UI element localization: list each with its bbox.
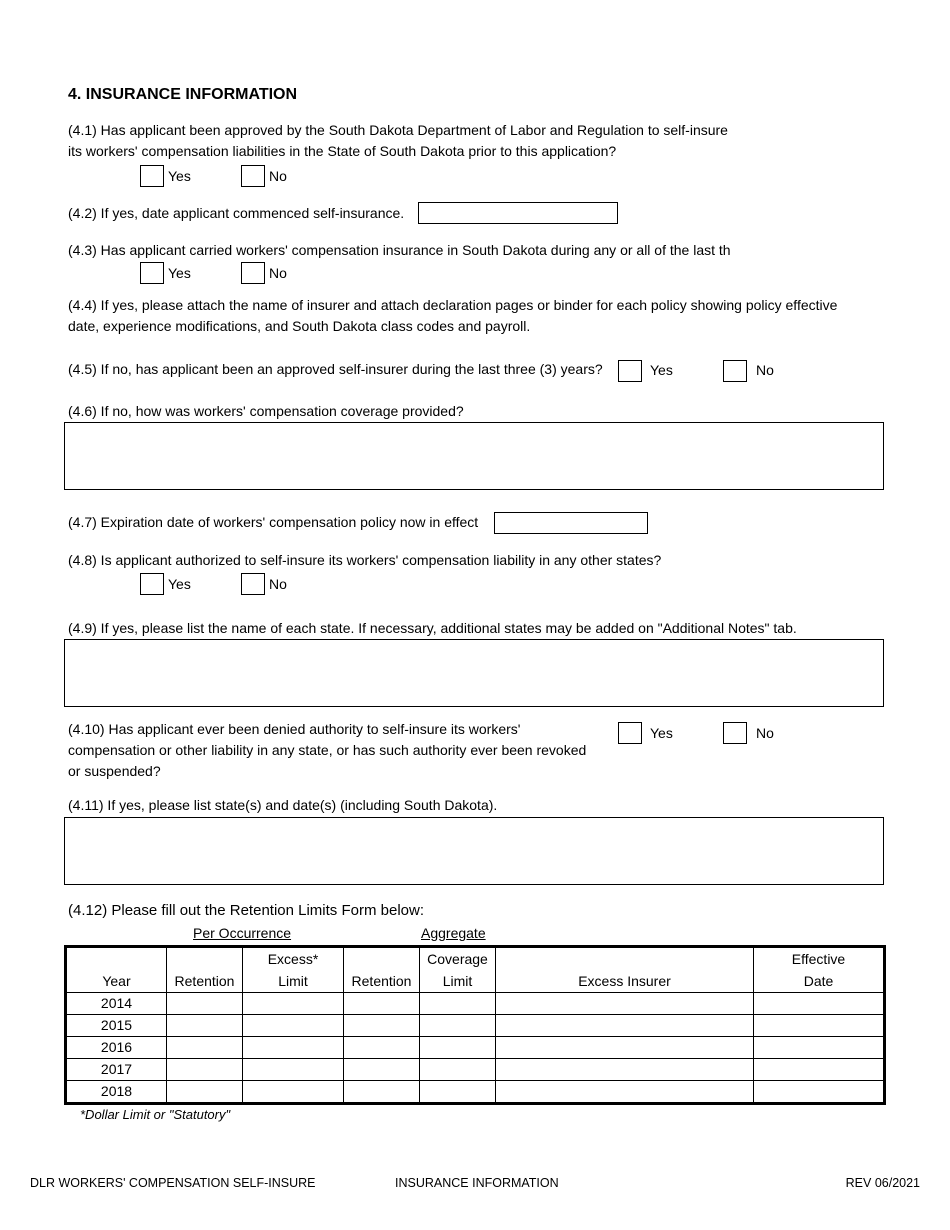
aggregate-retention-cell[interactable]	[344, 1037, 420, 1059]
question-4-5: (4.5) If no, has applicant been an approved self-insurer during the last three (3) years?	[68, 361, 603, 377]
effective-date-cell[interactable]	[754, 1037, 885, 1059]
effective-date-cell[interactable]	[754, 1015, 885, 1037]
q4-3-no-checkbox[interactable]	[241, 262, 265, 284]
denied-states-textbox[interactable]	[64, 817, 884, 885]
effective-date-header: Effective Date	[754, 947, 885, 993]
aggregate-retention-cell[interactable]	[344, 1081, 420, 1104]
table-row	[66, 1015, 885, 1037]
expiration-date-field[interactable]	[494, 512, 648, 534]
excess-limit-cell[interactable]	[243, 1081, 344, 1104]
q4-10-yes-label: Yes	[650, 725, 673, 741]
question-4-6: (4.6) If no, how was workers' compensation coverage provided?	[68, 403, 464, 419]
q4-10-no-label: No	[756, 725, 774, 741]
year-cell: 2015	[66, 1015, 167, 1037]
retention-limits-table	[64, 945, 886, 1105]
excess-insurer-cell[interactable]	[496, 1059, 754, 1081]
section-title: 4. INSURANCE INFORMATION	[68, 86, 298, 103]
question-4-7: (4.7) Expiration date of workers' compensation policy now in effect	[68, 514, 479, 530]
aggregate-retention-cell[interactable]	[344, 993, 420, 1015]
question-4-3: (4.3) Has applicant carried workers' compensation insurance in South Dakota during any or all of the last th	[68, 242, 731, 258]
question-4-10-line2: compensation or other liability in any state, or has such authority ever been revoked	[68, 742, 587, 758]
year-cell: 2017	[66, 1059, 167, 1081]
q4-1-yes-checkbox[interactable]	[140, 165, 164, 187]
effective-date-cell[interactable]	[754, 1059, 885, 1081]
coverage-limit-cell[interactable]	[420, 1059, 496, 1081]
table-header-row	[66, 947, 885, 993]
question-4-9: (4.9) If yes, please list the name of each state. If necessary, additional states may be added on "Additional Notes" tab.	[68, 620, 797, 636]
excess-insurer-cell[interactable]	[496, 1015, 754, 1037]
year-header: Year	[66, 947, 167, 993]
q4-3-no-label: No	[269, 265, 287, 281]
q4-8-yes-label: Yes	[168, 576, 191, 592]
footer-center: INSURANCE INFORMATION	[395, 1176, 559, 1190]
coverage-provided-textbox[interactable]	[64, 422, 884, 490]
excess-limit-cell[interactable]	[243, 1059, 344, 1081]
excess-limit-cell[interactable]	[243, 1015, 344, 1037]
excess-limit-cell[interactable]	[243, 993, 344, 1015]
excess-insurer-cell[interactable]	[496, 993, 754, 1015]
q4-10-yes-checkbox[interactable]	[618, 722, 642, 744]
commenced-date-field[interactable]	[418, 202, 618, 224]
question-4-4-line1: (4.4) If yes, please attach the name of insurer and attach declaration pages or binder for each policy showing policy effective	[68, 297, 838, 313]
coverage-limit-cell[interactable]	[420, 1081, 496, 1104]
effective-date-cell[interactable]	[754, 993, 885, 1015]
per-occurrence-group-label: Per Occurrence	[193, 925, 292, 941]
question-4-1-line1: (4.1) Has applicant been approved by the South Dakota Department of Labor and Regulation to self-insure	[68, 122, 728, 138]
question-4-11: (4.11) If yes, please list state(s) and date(s) (including South Dakota).	[68, 797, 498, 813]
other-states-textbox[interactable]	[64, 639, 884, 707]
q4-10-no-checkbox[interactable]	[723, 722, 747, 744]
question-4-8: (4.8) Is applicant authorized to self-insure its workers' compensation liability in any other states?	[68, 552, 662, 568]
q4-1-no-checkbox[interactable]	[241, 165, 265, 187]
q4-8-no-checkbox[interactable]	[241, 573, 265, 595]
table-row	[66, 993, 885, 1015]
question-4-1-line2: its workers' compensation liabilities in the State of South Dakota prior to this application?	[68, 143, 617, 159]
q4-1-yes-label: Yes	[168, 168, 191, 184]
q4-5-no-label: No	[756, 362, 774, 378]
excess-insurer-cell[interactable]	[496, 1081, 754, 1104]
footer-right: REV 06/2021	[845, 1176, 920, 1190]
retention-header: Retention	[167, 947, 243, 993]
excess-insurer-cell[interactable]	[496, 1037, 754, 1059]
q4-5-no-checkbox[interactable]	[723, 360, 747, 382]
q4-5-yes-checkbox[interactable]	[618, 360, 642, 382]
q4-8-no-label: No	[269, 576, 287, 592]
retention-cell[interactable]	[167, 1037, 243, 1059]
table-footnote: *Dollar Limit or "Statutory"	[80, 1107, 231, 1122]
q4-1-no-label: No	[269, 168, 287, 184]
coverage-limit-cell[interactable]	[420, 1037, 496, 1059]
question-4-2: (4.2) If yes, date applicant commenced self-insurance.	[68, 205, 405, 221]
coverage-limit-cell[interactable]	[420, 993, 496, 1015]
retention-cell[interactable]	[167, 1059, 243, 1081]
table-row	[66, 1059, 885, 1081]
excess-limit-header: Excess* Limit	[243, 947, 344, 993]
year-cell: 2016	[66, 1037, 167, 1059]
coverage-limit-header: Coverage Limit	[420, 947, 496, 993]
q4-5-yes-label: Yes	[650, 362, 673, 378]
q4-3-yes-checkbox[interactable]	[140, 262, 164, 284]
question-4-10-line3: or suspended?	[68, 763, 161, 779]
footer-left: DLR WORKERS' COMPENSATION SELF-INSURE	[30, 1176, 316, 1190]
question-4-12: (4.12) Please fill out the Retention Limits Form below:	[68, 902, 424, 919]
q4-8-yes-checkbox[interactable]	[140, 573, 164, 595]
year-cell: 2018	[66, 1081, 167, 1104]
aggregate-group-label: Aggregate	[421, 925, 486, 941]
aggregate-retention-header: Retention	[344, 947, 420, 993]
year-cell: 2014	[66, 993, 167, 1015]
retention-cell[interactable]	[167, 1081, 243, 1104]
coverage-limit-cell[interactable]	[420, 1015, 496, 1037]
question-4-4-line2: date, experience modifications, and South Dakota class codes and payroll.	[68, 318, 531, 334]
aggregate-retention-cell[interactable]	[344, 1015, 420, 1037]
table-row	[66, 1081, 885, 1104]
question-4-10-line1: (4.10) Has applicant ever been denied authority to self-insure its workers'	[68, 721, 521, 737]
retention-cell[interactable]	[167, 1015, 243, 1037]
q4-3-yes-label: Yes	[168, 265, 191, 281]
aggregate-retention-cell[interactable]	[344, 1059, 420, 1081]
table-row	[66, 1037, 885, 1059]
excess-insurer-header: Excess Insurer	[496, 947, 754, 993]
excess-limit-cell[interactable]	[243, 1037, 344, 1059]
effective-date-cell[interactable]	[754, 1081, 885, 1104]
retention-cell[interactable]	[167, 993, 243, 1015]
